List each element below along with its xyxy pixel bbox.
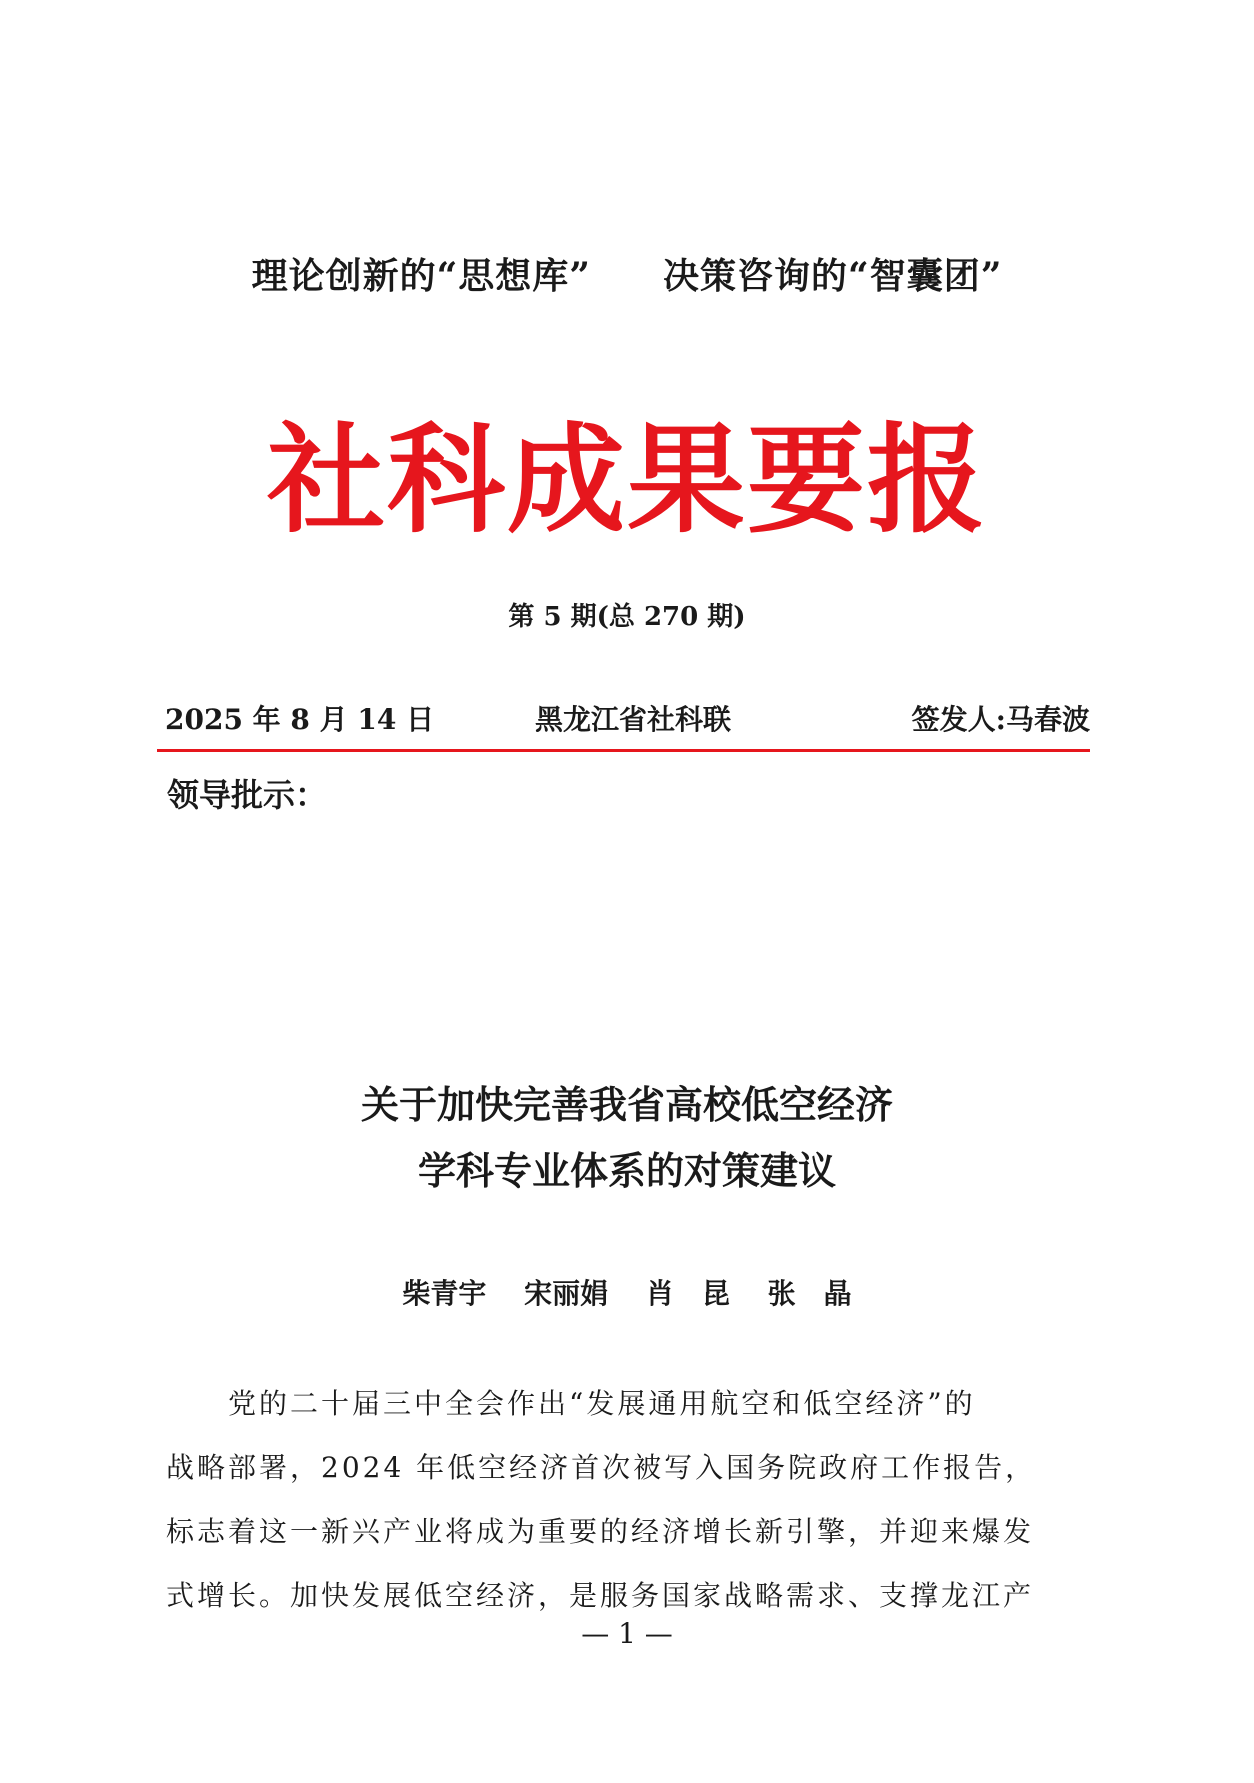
masthead-title: 社科成果要报 xyxy=(266,410,987,549)
author: 肖 昆 xyxy=(645,1277,730,1310)
author: 柴青宇 xyxy=(402,1277,487,1310)
body-line: 式增长。加快发展低空经济，是服务国家战略需求、支撑龙江产 xyxy=(166,1579,1035,1612)
slogan-right: 决策咨询的“智囊团” xyxy=(663,255,1003,297)
slogan xyxy=(0,248,1254,299)
issue-date: 2025 年 8 月 14 日 xyxy=(165,703,435,736)
leader-comment-label: 领导批示： xyxy=(167,776,328,814)
authors xyxy=(0,1272,1254,1312)
article-title xyxy=(0,1072,1254,1204)
meta-row xyxy=(165,698,1090,734)
issuing-organization: 黑龙江省社科联 xyxy=(535,703,732,736)
page-number: — 1 — xyxy=(581,1617,673,1650)
article-title-line-2: 学科专业体系的对策建议 xyxy=(417,1148,836,1193)
body-line: 战略部署，2024 年低空经济首次被写入国务院政府工作报告， xyxy=(166,1451,1037,1484)
article-title-line-1: 关于加快完善我省高校低空经济 xyxy=(360,1082,893,1127)
issue-number: 第 5 期(总 270 期) xyxy=(508,602,746,632)
red-divider xyxy=(157,749,1090,752)
author: 张 晶 xyxy=(767,1277,852,1310)
author: 宋丽娟 xyxy=(524,1277,609,1310)
article-body xyxy=(166,1372,1090,1628)
slogan-left: 理论创新的“思想库” xyxy=(251,255,591,297)
signer: 签发人:马春波 xyxy=(911,703,1090,736)
body-line: 党的二十届三中全会作出“发展通用航空和低空经济”的 xyxy=(228,1387,976,1420)
body-line: 标志着这一新兴产业将成为重要的经济增长新引擎，并迎来爆发 xyxy=(166,1515,1035,1548)
